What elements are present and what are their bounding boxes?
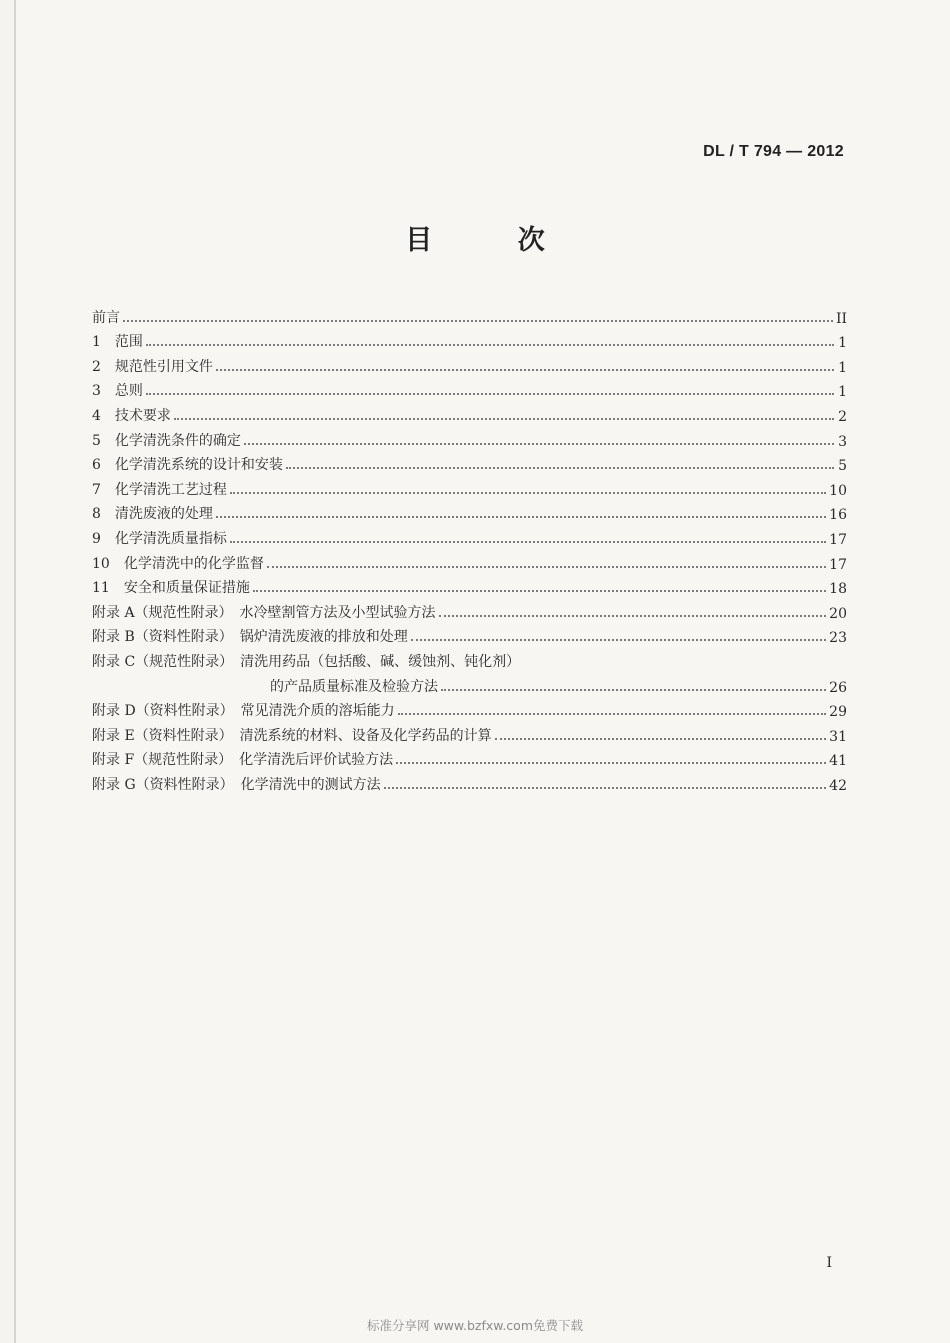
dot-leader — [146, 392, 834, 395]
toc-entry-label: 附录 E（资料性附录） 清洗系统的材料、设备及化学药品的计算 — [92, 727, 492, 744]
toc-entry-foreword[interactable] — [92, 302, 847, 327]
toc-entry-label: 附录 B（资料性附录） 锅炉清洗废液的排放和处理 — [92, 629, 408, 646]
toc-entry-page: 2 — [838, 408, 847, 425]
dot-leader — [396, 761, 826, 764]
toc-entry-label: 的产品质量标准及检验方法 — [270, 678, 438, 695]
dot-leader — [439, 614, 827, 617]
dot-leader — [146, 343, 834, 346]
toc-entry-7[interactable] — [92, 474, 847, 499]
dot-leader — [123, 319, 833, 322]
dot-leader — [384, 786, 827, 789]
toc-entry-appendix-b[interactable] — [92, 622, 847, 647]
dot-leader — [398, 712, 826, 715]
toc-entry-page: 41 — [829, 753, 847, 770]
toc-entry-label: 2 规范性引用文件 — [92, 358, 213, 375]
dot-leader — [174, 417, 834, 420]
toc-entry-appendix-g[interactable] — [92, 769, 847, 794]
toc-entry-8[interactable] — [92, 499, 847, 524]
toc-entry-page: 31 — [829, 728, 847, 745]
toc-entry-label: 附录 C（规范性附录） 清洗用药品（包括酸、碱、缓蚀剂、钝化剂） — [92, 653, 521, 670]
dot-leader — [441, 688, 826, 691]
toc-entry-page: 18 — [829, 581, 847, 598]
dot-leader — [216, 368, 834, 371]
toc-entry-appendix-f[interactable] — [92, 745, 847, 770]
toc-entry-11[interactable] — [92, 573, 847, 598]
toc-entry-page: II — [835, 310, 847, 327]
toc-entry-label: 10 化学清洗中的化学监督 — [92, 555, 264, 572]
toc-entry-appendix-e[interactable] — [92, 720, 847, 745]
toc-entry-page: 20 — [829, 605, 847, 622]
toc-entry-page: 1 — [838, 335, 847, 352]
toc-entry-label: 6 化学清洗系统的设计和安装 — [92, 457, 283, 474]
footer-watermark: 标准分享网 www.bzfxw.com免费下载 — [366, 1318, 583, 1333]
dot-leader — [230, 491, 826, 494]
toc-entry-label: 3 总则 — [92, 383, 143, 400]
toc-entry-4[interactable] — [92, 400, 847, 425]
toc-entry-10[interactable] — [92, 548, 847, 573]
toc-entry-label: 附录 A（规范性附录） 水冷壁割管方法及小型试验方法 — [92, 604, 436, 621]
dot-leader — [523, 665, 834, 666]
toc-entry-label: 11 安全和质量保证措施 — [92, 580, 250, 597]
table-of-contents — [92, 302, 847, 794]
toc-entry-page: 5 — [838, 458, 847, 475]
dot-leader — [216, 515, 826, 518]
toc-entry-appendix-c[interactable] — [92, 646, 847, 671]
toc-entry-page: 17 — [829, 556, 847, 573]
toc-entry-page: 26 — [829, 679, 847, 696]
dot-leader — [267, 565, 826, 568]
page-title: 目 次 — [405, 225, 583, 256]
toc-entry-label: 前言 — [92, 309, 120, 326]
toc-entry-5[interactable] — [92, 425, 847, 450]
dot-leader — [244, 442, 834, 445]
toc-entry-label: 8 清洗废液的处理 — [92, 506, 213, 523]
toc-entry-page: 42 — [829, 777, 847, 794]
toc-entry-label: 附录 F（规范性附录） 化学清洗后评价试验方法 — [92, 752, 394, 769]
dot-leader — [253, 589, 826, 592]
toc-entry-page: 23 — [829, 630, 847, 647]
toc-entry-label: 附录 G（资料性附录） 化学清洗中的测试方法 — [92, 776, 381, 793]
toc-entry-page: 16 — [829, 507, 847, 524]
toc-entry-page: 1 — [838, 384, 847, 401]
toc-entry-appendix-c-continued[interactable] — [92, 671, 847, 696]
toc-entry-label: 附录 D（资料性附录） 常见清洗介质的溶垢能力 — [92, 703, 395, 720]
page-number: I — [826, 1255, 832, 1271]
toc-entry-page: 10 — [829, 482, 847, 499]
toc-entry-appendix-a[interactable] — [92, 597, 847, 622]
toc-entry-2[interactable] — [92, 351, 847, 376]
dot-leader — [286, 466, 834, 469]
toc-entry-3[interactable] — [92, 376, 847, 401]
toc-entry-label: 1 范围 — [92, 334, 143, 351]
toc-entry-appendix-d[interactable] — [92, 696, 847, 721]
toc-entry-page: 3 — [838, 433, 847, 450]
dot-leader — [230, 540, 826, 543]
toc-entry-page: 29 — [829, 704, 847, 721]
toc-entry-label: 7 化学清洗工艺过程 — [92, 481, 227, 498]
toc-entry-6[interactable] — [92, 450, 847, 475]
toc-entry-label: 9 化学清洗质量指标 — [92, 530, 227, 547]
dot-leader — [411, 638, 826, 641]
toc-entry-label: 4 技术要求 — [92, 407, 171, 424]
toc-entry-1[interactable] — [92, 327, 847, 352]
dot-leader — [495, 737, 827, 740]
toc-entry-label: 5 化学清洗条件的确定 — [92, 432, 241, 449]
toc-entry-page: 1 — [838, 359, 847, 376]
document-code: DL / T 794 — 2012 — [703, 143, 844, 160]
toc-entry-page: 17 — [829, 531, 847, 548]
toc-entry-9[interactable] — [92, 523, 847, 548]
